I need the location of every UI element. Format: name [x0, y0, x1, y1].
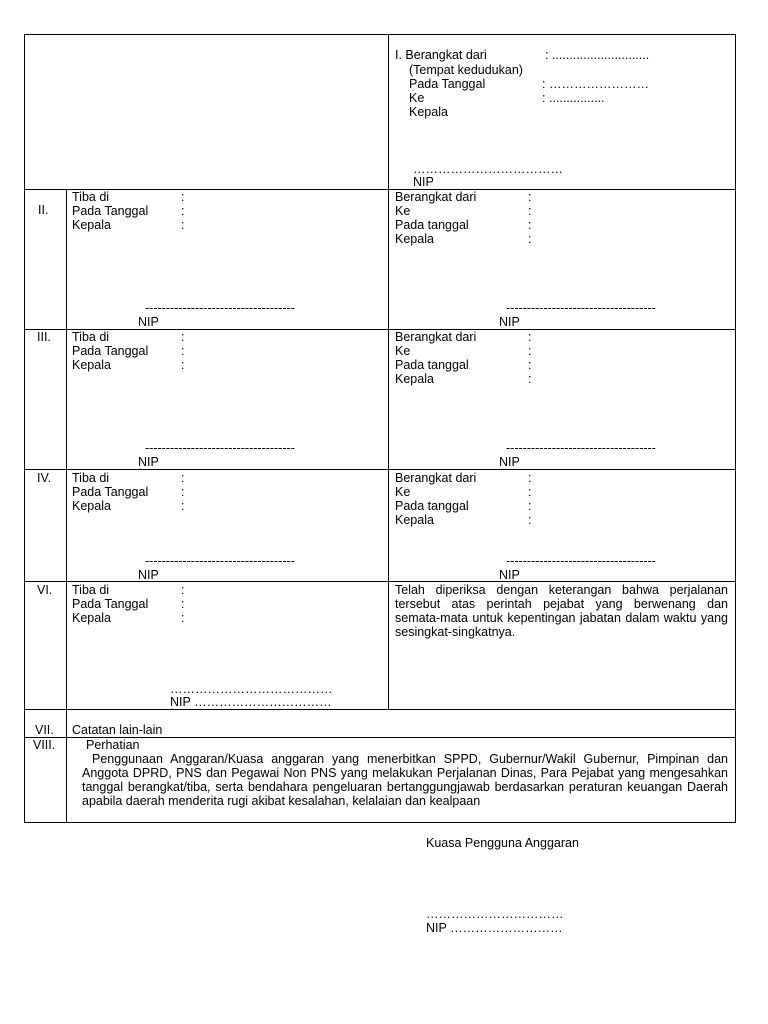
colon: :: [528, 330, 532, 344]
kepala-label: Kepala: [395, 372, 434, 386]
section-i-pada-tanggal-value: : ……………………: [542, 77, 649, 91]
kepala-label: Kepala: [395, 232, 434, 246]
colon: :: [181, 611, 185, 625]
nip-label: NIP: [138, 455, 159, 469]
colon: :: [528, 471, 532, 485]
colon: :: [528, 218, 532, 232]
table-border-left: [24, 34, 25, 823]
colon: :: [181, 471, 185, 485]
verification-statement: Telah diperiksa dengan keterangan bahwa perjalanan tersebut atas perintah pejabat yang berwenang dan semata-mata untuk kepentingan jabatan dalam waktu yang sesingkat-singkatnya.: [395, 583, 728, 639]
row-divider-vi: [24, 709, 736, 710]
berangkat-dari-label: Berangkat dari: [395, 471, 477, 485]
nip-label: NIP: [138, 568, 159, 582]
section-i-nip: NIP: [413, 175, 434, 189]
colon: :: [528, 358, 532, 372]
pada-tanggal-label: Pada Tanggal: [72, 344, 149, 358]
ke-label: Ke: [395, 204, 411, 218]
section-ii-numeral: II.: [38, 203, 49, 217]
perhatian-body: Penggunaan Anggaran/Kuasa anggaran yang menerbitkan SPPD, Gubernur/Wakil Gubernur, Pimpinan dan Anggota DPRD, PNS dan Pegawai Non PNS yang melakukan Perjalanan Dinas, Para Pejabat yang mengesahkan tanggal berangkat/tiba, serta bendahara pengeluaran bertanggungjawab berdasarkan peraturan keuangan Daerah apabila daerah menderita rugi akibat kesalahan, kelalaian dan kealpaan: [82, 752, 728, 808]
pada-tanggal-label: Pada Tanggal: [72, 597, 149, 611]
pada-tanggal-label: Pada Tanggal: [72, 485, 149, 499]
section-iv-numeral: IV.: [37, 471, 52, 485]
numeral-column-divider: [66, 189, 67, 823]
table-border-bottom: [24, 822, 736, 823]
row-divider-i: [24, 189, 736, 190]
footer-signature-line: ……………………………: [426, 907, 564, 921]
section-i-heading: I. Berangkat dari: [395, 48, 487, 62]
nip-label: NIP ……………………………: [170, 695, 332, 709]
section-iii-numeral: III.: [37, 330, 51, 344]
kepala-label: Kepala: [72, 499, 111, 513]
catatan-lain-lain-label: Catatan lain-lain: [72, 723, 163, 737]
colon: :: [528, 513, 532, 527]
colon: :: [181, 190, 185, 204]
row-divider-iv: [24, 581, 736, 582]
kepala-label: Kepala: [72, 218, 111, 232]
pada-tanggal-label: Pada tanggal: [395, 499, 469, 513]
center-column-divider: [388, 34, 389, 710]
colon: :: [181, 485, 185, 499]
nip-label: NIP: [499, 315, 520, 329]
pada-tanggal-label: Pada tanggal: [395, 358, 469, 372]
colon: :: [528, 485, 532, 499]
section-vii-numeral: VII.: [35, 723, 54, 737]
ke-label: Ke: [395, 485, 411, 499]
section-vi-numeral: VI.: [37, 583, 53, 597]
colon: :: [528, 204, 532, 218]
colon: :: [181, 344, 185, 358]
signature-line: ------------------------------------: [506, 441, 656, 455]
signature-line: ------------------------------------: [506, 554, 656, 568]
signature-line: …………………………………: [170, 682, 333, 696]
colon: :: [528, 499, 532, 513]
section-i-ke-value: : ................: [542, 91, 605, 105]
ke-label: Ke: [395, 344, 411, 358]
table-border-right: [735, 34, 736, 823]
section-i-ke-label: Ke: [409, 91, 425, 105]
signature-line: ------------------------------------: [145, 441, 295, 455]
berangkat-dari-label: Berangkat dari: [395, 190, 477, 204]
table-border-top: [24, 34, 736, 35]
pada-tanggal-label: Pada tanggal: [395, 218, 469, 232]
kuasa-pengguna-anggaran-title: Kuasa Pengguna Anggaran: [426, 836, 579, 850]
tiba-di-label: Tiba di: [72, 583, 110, 597]
colon: :: [528, 190, 532, 204]
kepala-label: Kepala: [72, 358, 111, 372]
kepala-label: Kepala: [72, 611, 111, 625]
tiba-di-label: Tiba di: [72, 190, 110, 204]
signature-line: ------------------------------------: [145, 301, 295, 315]
colon: :: [181, 583, 185, 597]
tiba-di-label: Tiba di: [72, 330, 110, 344]
nip-label: NIP: [499, 455, 520, 469]
section-i-kepala-label: Kepala: [409, 105, 448, 119]
colon: :: [181, 597, 185, 611]
colon: :: [528, 232, 532, 246]
tiba-di-label: Tiba di: [72, 471, 110, 485]
perhatian-heading: Perhatian: [86, 738, 140, 752]
row-divider-iii: [24, 469, 736, 470]
row-divider-ii: [24, 329, 736, 330]
signature-line: ------------------------------------: [145, 554, 295, 568]
section-i-signature-line: ………………………………: [413, 162, 563, 176]
colon: :: [181, 218, 185, 232]
section-i-heading-value: : ............................: [545, 48, 650, 62]
colon: :: [181, 204, 185, 218]
colon: :: [528, 344, 532, 358]
kepala-label: Kepala: [395, 513, 434, 527]
pada-tanggal-label: Pada Tanggal: [72, 204, 149, 218]
section-viii-numeral: VIII.: [33, 738, 56, 752]
signature-line: ------------------------------------: [506, 301, 656, 315]
colon: :: [528, 372, 532, 386]
nip-label: NIP: [499, 568, 520, 582]
colon: :: [181, 330, 185, 344]
berangkat-dari-label: Berangkat dari: [395, 330, 477, 344]
colon: :: [181, 499, 185, 513]
footer-nip: NIP ………………………: [426, 921, 563, 935]
nip-label: NIP: [138, 315, 159, 329]
section-i-subtitle: (Tempat kedudukan): [409, 63, 523, 77]
section-i-pada-tanggal-label: Pada Tanggal: [409, 77, 486, 91]
colon: :: [181, 358, 185, 372]
